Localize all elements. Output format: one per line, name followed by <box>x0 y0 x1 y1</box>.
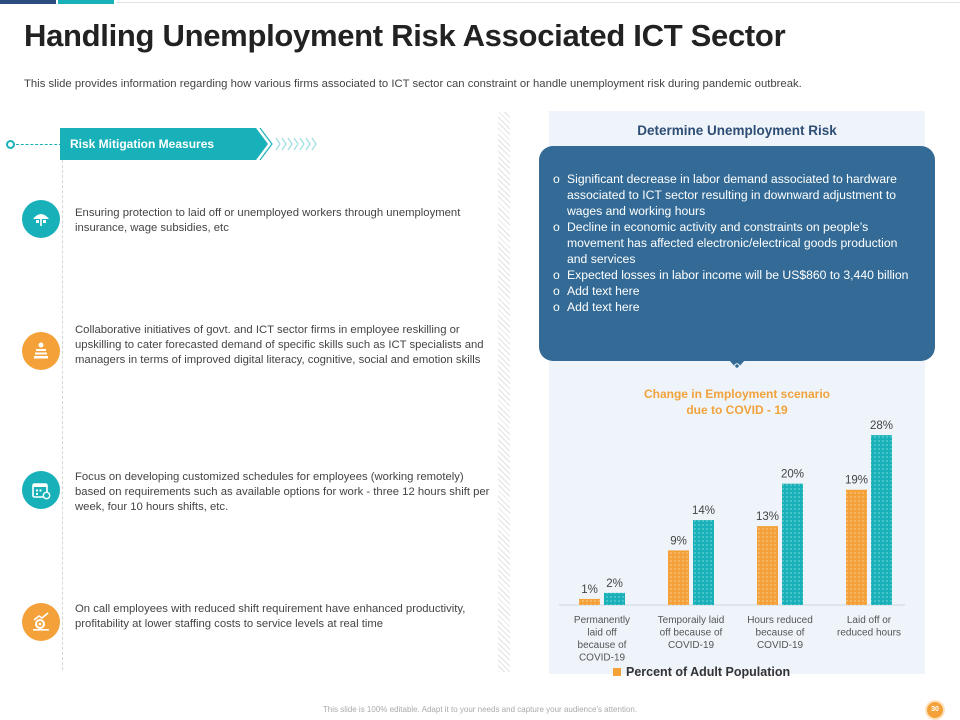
bar-label-1-2: 2% <box>606 577 623 590</box>
calendar-icon <box>22 471 60 509</box>
section-header-label: Risk Mitigation Measures <box>70 137 215 151</box>
skills-icon <box>22 332 60 370</box>
risk-panel-title: Determine Unemployment Risk <box>637 123 837 138</box>
mitigation-item-3-text: Focus on developing customized schedules for employees (working remotely) based on requirements such as available options for work - three 12 hours shift per week, four 10 hours shifts, etc. <box>75 471 490 513</box>
category-label-3: Hours reduced because of COVID-19 <box>747 615 813 651</box>
bar-label-4-2: 28% <box>869 420 894 433</box>
umbrella-icon <box>22 200 60 238</box>
mitigation-item-4-text: On call employees with reduced shift requirement have enhanced productivity, profitability at lower staffing costs to service levels at real time <box>75 603 466 630</box>
risk-bullet: o Expected losses in labor income will be US$860 to 3,440 billion <box>553 268 909 282</box>
timeline-start-dot <box>6 140 15 149</box>
mitigation-item-2-text: Collaborative initiatives of govt. and ICT sector firms in employee reskilling or upskilling to cater forecasted demand of specific skills such as ICT specialists and managers in terms of improved digital literacy, cognitive, social and emotion skills <box>75 324 484 366</box>
footer-note: This slide is 100% editable. Adapt it to your needs and capture your audience's attention. <box>322 705 638 714</box>
bar-label-3-2: 20% <box>780 468 805 481</box>
page-subtitle: This slide provides information regarding how various firms associated to ICT sector can constraint or handle unemployment risk during pandemic outbreak. <box>24 78 802 90</box>
risk-bullet: o Decline in economic activity and constraints on people’s movement has affected electronic/electrical goods production and services <box>553 220 898 266</box>
section-header-tab <box>60 128 270 160</box>
category-label-4: Laid off or reduced hours <box>837 615 901 639</box>
productivity-icon <box>22 603 60 641</box>
column-divider <box>498 112 510 672</box>
bar-label-1-1: 1% <box>581 583 598 596</box>
risk-bullet: o Add text here <box>553 284 640 298</box>
bar-1-2 <box>604 593 625 605</box>
page-title: Handling Unemployment Risk Associated ICT Sector <box>24 18 786 53</box>
risk-bullet: o Significant decrease in labor demand associated to hardware associated to ICT sector resulting in downward adjustment to wages and working hours <box>553 172 897 218</box>
chart-title: Change in Employment scenario due to COVID - 19 <box>643 387 831 417</box>
bar-4-1 <box>846 490 867 605</box>
legend-swatch <box>613 668 621 676</box>
bar-1-1 <box>579 599 600 605</box>
category-label-2: Temporaily laid off because of COVID-19 <box>657 615 725 651</box>
timeline-connector <box>16 144 62 145</box>
bar-label-4-1: 19% <box>844 474 869 487</box>
bar-3-1 <box>757 526 778 605</box>
employment-bar-chart <box>549 411 925 681</box>
top-accent-bar-teal <box>58 0 114 4</box>
risk-panel <box>549 111 925 679</box>
bar-4-2 <box>871 435 892 605</box>
category-label-1: Permanently laid off because of COVID-19 <box>573 615 631 664</box>
page-number-badge <box>927 702 943 718</box>
risk-bullet: o Add text here <box>553 300 640 314</box>
legend-label: Percent of Adult Population <box>626 665 791 679</box>
top-accent-bar <box>0 0 56 4</box>
bar-2-2 <box>693 520 714 605</box>
bar-3-2 <box>782 484 803 605</box>
left-vertical-guide <box>62 160 63 670</box>
bubble-tail <box>729 360 745 370</box>
bar-label-2-2: 14% <box>691 505 716 518</box>
mitigation-item-1-text: Ensuring protection to laid off or unemployed workers through unemployment insurance, wage subsidies, etc <box>75 207 461 234</box>
bar-label-3-1: 13% <box>755 511 780 524</box>
page-number: 30 <box>931 706 939 713</box>
top-rule <box>116 2 960 3</box>
risk-bubble <box>539 146 935 361</box>
bar-2-1 <box>668 550 689 605</box>
bar-label-2-1: 9% <box>670 535 687 548</box>
